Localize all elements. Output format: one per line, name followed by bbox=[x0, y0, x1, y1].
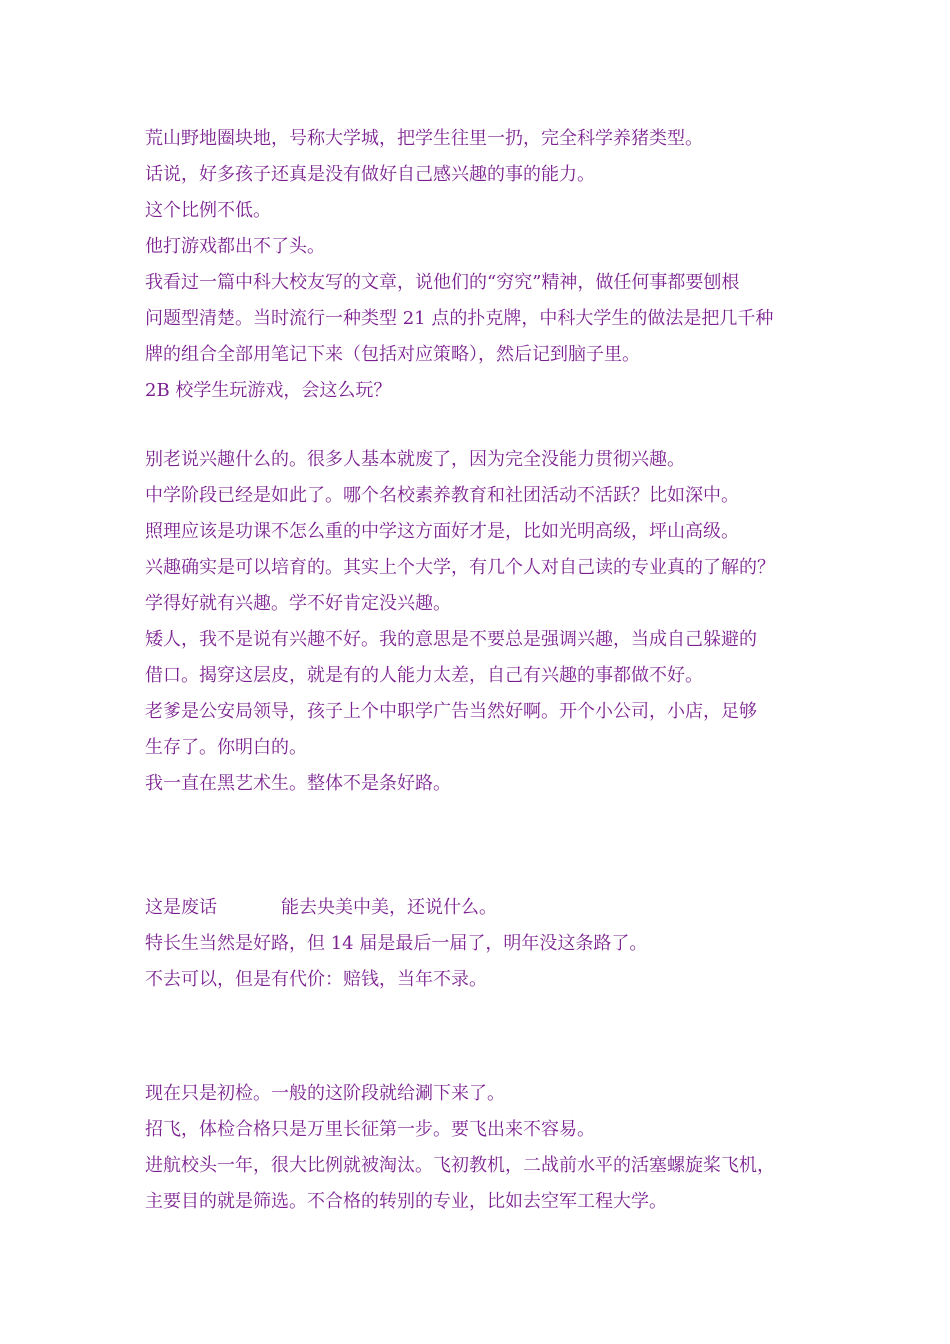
text-line: 2B 校学生玩游戏，会这么玩？ bbox=[145, 380, 392, 401]
text-line: 牌的组合全部用笔记下来（包括对应策略），然后记到脑子里。 bbox=[145, 344, 640, 365]
text-line bbox=[145, 890, 825, 926]
text-line: 这个比例不低。 bbox=[145, 200, 271, 221]
text-fragment: 能去央美中美，还说什么。 bbox=[281, 897, 497, 918]
paragraph-block-3 bbox=[145, 890, 825, 998]
text-line: 我看过一篇中科大校友写的文章，说他们的“穷究”精神，做任何事都要刨根 bbox=[145, 272, 740, 293]
paragraph-block-2 bbox=[145, 442, 825, 802]
text-line: 我一直在黑艺术生。整体不是条好路。 bbox=[145, 773, 451, 794]
text-line: 问题型清楚。当时流行一种类型 21 点的扑克牌，中科大学生的做法是把几千种 bbox=[145, 308, 774, 329]
text-line: 主要目的就是筛选。不合格的转别的专业，比如去空军工程大学。 bbox=[145, 1191, 667, 1212]
text-line: 特长生当然是好路，但 14 届是最后一届了，明年没这条路了。 bbox=[145, 933, 648, 954]
text-line: 学得好就有兴趣。学不好肯定没兴趣。 bbox=[145, 593, 451, 614]
text-line: 招飞，体检合格只是万里长征第一步。要飞出来不容易。 bbox=[145, 1119, 595, 1140]
paragraph-block-1 bbox=[145, 121, 825, 409]
text-line: 现在只是初检。一般的这阶段就给涮下来了。 bbox=[145, 1083, 505, 1104]
text-line: 话说，好多孩子还真是没有做好自己感兴趣的事的能力。 bbox=[145, 164, 595, 185]
text-line: 借口。揭穿这层皮，就是有的人能力太差，自己有兴趣的事都做不好。 bbox=[145, 665, 703, 686]
text-fragment: 这是废话 bbox=[145, 897, 217, 918]
text-line: 别老说兴趣什么的。很多人基本就废了，因为完全没能力贯彻兴趣。 bbox=[145, 449, 685, 470]
text-line: 照理应该是功课不怎么重的中学这方面好才是，比如光明高级，坪山高级。 bbox=[145, 521, 739, 542]
text-line: 老爹是公安局领导，孩子上个中职学广告当然好啊。开个小公司，小店，足够 bbox=[145, 701, 757, 722]
text-line: 生存了。你明白的。 bbox=[145, 737, 307, 758]
text-line: 中学阶段已经是如此了。哪个名校素养教育和社团活动不活跃？比如深中。 bbox=[145, 485, 739, 506]
text-line: 矮人，我不是说有兴趣不好。我的意思是不要总是强调兴趣，当成自己躲避的 bbox=[145, 629, 757, 650]
text-line: 进航校头一年，很大比例就被淘汰。飞初教机，二战前水平的活塞螺旋桨飞机， bbox=[145, 1155, 775, 1176]
paragraph-block-4 bbox=[145, 1076, 825, 1220]
text-line: 不去可以，但是有代价：赔钱，当年不录。 bbox=[145, 969, 487, 990]
text-line: 荒山野地圈块地，号称大学城，把学生往里一扔，完全科学养猪类型。 bbox=[145, 128, 703, 149]
text-line: 兴趣确实是可以培育的。其实上个大学，有几个人对自己读的专业真的了解的？ bbox=[145, 557, 775, 578]
text-line: 他打游戏都出不了头。 bbox=[145, 236, 325, 257]
